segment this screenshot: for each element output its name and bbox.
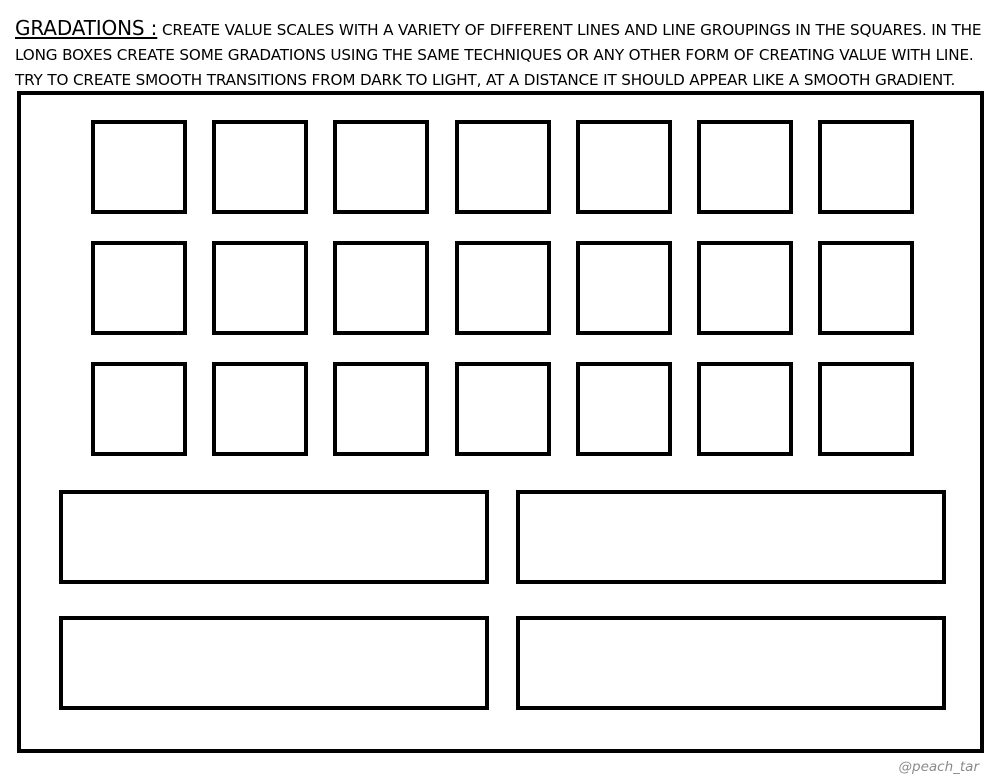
value-scale-square[interactable]: [455, 120, 551, 214]
value-scale-square[interactable]: [333, 362, 429, 456]
value-scale-square[interactable]: [697, 241, 793, 335]
value-scale-square[interactable]: [212, 362, 308, 456]
value-scale-square[interactable]: [576, 362, 672, 456]
value-scale-square[interactable]: [576, 241, 672, 335]
gradation-box[interactable]: [516, 616, 946, 710]
value-scale-square[interactable]: [333, 120, 429, 214]
gradation-box[interactable]: [59, 490, 489, 584]
value-scale-square[interactable]: [576, 120, 672, 214]
value-scale-square[interactable]: [333, 241, 429, 335]
value-scale-square[interactable]: [455, 241, 551, 335]
value-scale-square[interactable]: [697, 362, 793, 456]
value-scale-square[interactable]: [91, 120, 187, 214]
watermark-signature: @peach_tar: [898, 759, 979, 775]
instructions-text: CREATE VALUE SCALES WITH A VARIETY OF DIFFERENT LINES AND LINE GROUPINGS IN THE SQUARES. IN THE LONG BOXES CREATE SOME GRADATIONS USING THE SAME TECHNIQUES OR ANY OTHER FORM OF CREATING VALUE WITH LINE. TRY TO CREATE SMOOTH TRANSITIONS FROM DARK TO LIGHT, AT A DISTANCE IT SHOULD APPEAR LIKE A SMOOTH GRADIENT.: [15, 21, 982, 89]
value-scale-square[interactable]: [455, 362, 551, 456]
value-scale-square[interactable]: [212, 241, 308, 335]
value-scale-square[interactable]: [818, 120, 914, 214]
instructions-paragraph: [15, 16, 990, 93]
value-scale-square[interactable]: [91, 241, 187, 335]
value-scale-square[interactable]: [818, 362, 914, 456]
gradation-box[interactable]: [516, 490, 946, 584]
worksheet-title: GRADATIONS :: [15, 16, 158, 40]
value-scale-square[interactable]: [91, 362, 187, 456]
value-scale-square[interactable]: [697, 120, 793, 214]
gradation-box[interactable]: [59, 616, 489, 710]
value-scale-square[interactable]: [212, 120, 308, 214]
value-scale-square[interactable]: [818, 241, 914, 335]
